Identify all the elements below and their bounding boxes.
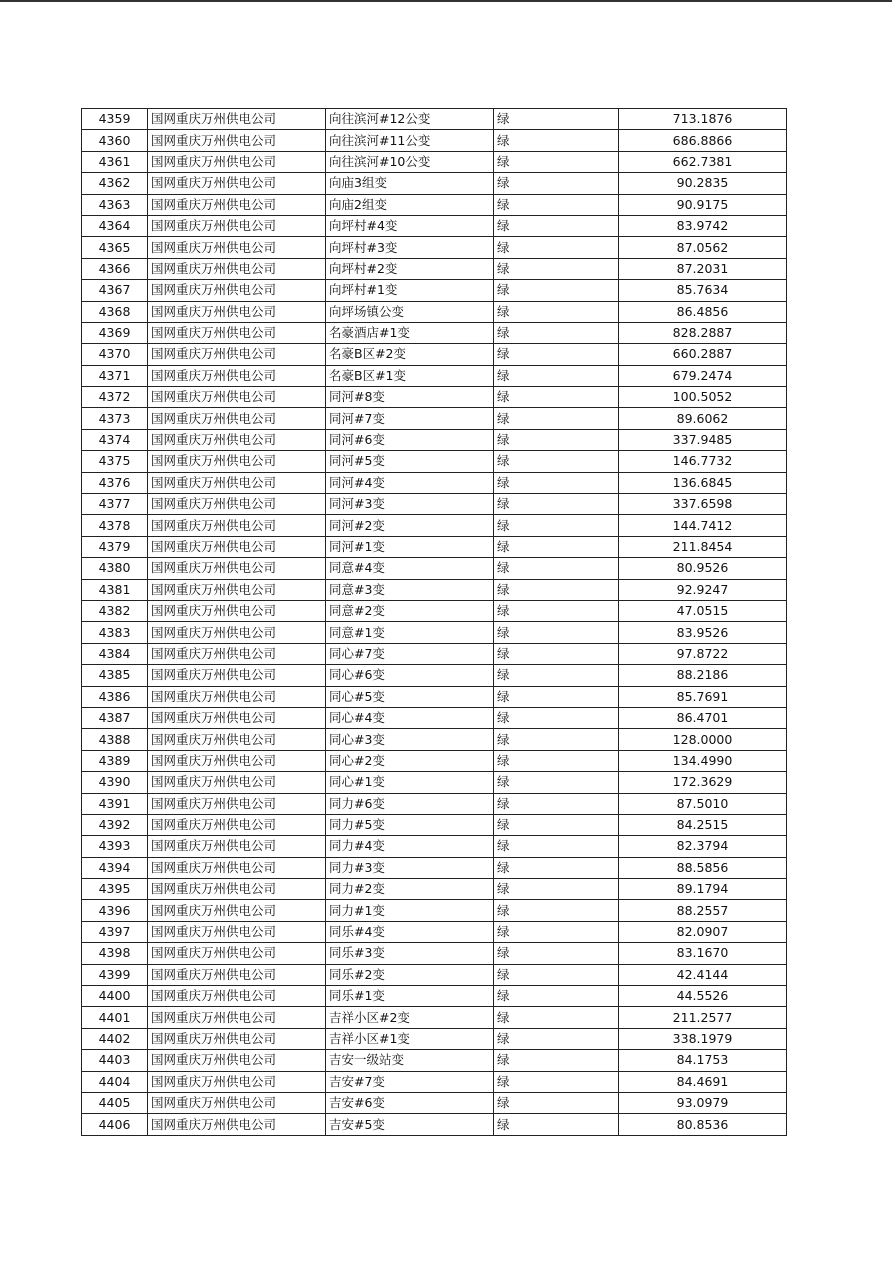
status-color-cell: 绿 (494, 986, 619, 1007)
status-color-cell: 绿 (494, 558, 619, 579)
status-color-cell: 绿 (494, 793, 619, 814)
company-cell: 国网重庆万州供电公司 (148, 387, 326, 408)
table-row (82, 408, 787, 429)
row-id-cell: 4360 (82, 130, 148, 151)
table-row (82, 258, 787, 279)
table-row (82, 429, 787, 450)
value-cell: 662.7381 (619, 151, 787, 172)
station-cell: 同心#7变 (326, 643, 494, 664)
status-color-cell: 绿 (494, 151, 619, 172)
company-cell: 国网重庆万州供电公司 (148, 515, 326, 536)
status-color-cell: 绿 (494, 494, 619, 515)
company-cell: 国网重庆万州供电公司 (148, 215, 326, 236)
station-cell: 同乐#3变 (326, 943, 494, 964)
status-color-cell: 绿 (494, 173, 619, 194)
table-row (82, 622, 787, 643)
table-row (82, 494, 787, 515)
status-color-cell: 绿 (494, 365, 619, 386)
company-cell: 国网重庆万州供电公司 (148, 707, 326, 728)
company-cell: 国网重庆万州供电公司 (148, 622, 326, 643)
row-id-cell: 4390 (82, 772, 148, 793)
status-color-cell: 绿 (494, 772, 619, 793)
table-row (82, 151, 787, 172)
value-cell: 660.2887 (619, 344, 787, 365)
station-cell: 同心#4变 (326, 707, 494, 728)
value-cell: 83.9526 (619, 622, 787, 643)
status-color-cell: 绿 (494, 750, 619, 771)
status-color-cell: 绿 (494, 665, 619, 686)
company-cell: 国网重庆万州供电公司 (148, 451, 326, 472)
status-color-cell: 绿 (494, 472, 619, 493)
company-cell: 国网重庆万州供电公司 (148, 793, 326, 814)
station-cell: 同河#2变 (326, 515, 494, 536)
company-cell: 国网重庆万州供电公司 (148, 429, 326, 450)
value-cell: 87.2031 (619, 258, 787, 279)
station-cell: 向往滨河#12公变 (326, 109, 494, 130)
value-cell: 90.2835 (619, 173, 787, 194)
value-cell: 44.5526 (619, 986, 787, 1007)
row-id-cell: 4382 (82, 600, 148, 621)
table-row (82, 1114, 787, 1135)
row-id-cell: 4401 (82, 1007, 148, 1028)
row-id-cell: 4370 (82, 344, 148, 365)
station-cell: 同意#4变 (326, 558, 494, 579)
company-cell: 国网重庆万州供电公司 (148, 494, 326, 515)
value-cell: 337.6598 (619, 494, 787, 515)
table-row (82, 387, 787, 408)
company-cell: 国网重庆万州供电公司 (148, 1092, 326, 1113)
row-id-cell: 4385 (82, 665, 148, 686)
status-color-cell: 绿 (494, 1114, 619, 1135)
company-cell: 国网重庆万州供电公司 (148, 194, 326, 215)
company-cell: 国网重庆万州供电公司 (148, 536, 326, 557)
station-cell: 同意#2变 (326, 600, 494, 621)
company-cell: 国网重庆万州供电公司 (148, 772, 326, 793)
value-cell: 80.8536 (619, 1114, 787, 1135)
value-cell: 47.0515 (619, 600, 787, 621)
company-cell: 国网重庆万州供电公司 (148, 258, 326, 279)
value-cell: 88.2557 (619, 900, 787, 921)
station-cell: 名豪酒店#1变 (326, 322, 494, 343)
company-cell: 国网重庆万州供电公司 (148, 1028, 326, 1049)
value-cell: 93.0979 (619, 1092, 787, 1113)
row-id-cell: 4373 (82, 408, 148, 429)
status-color-cell: 绿 (494, 515, 619, 536)
table-row (82, 750, 787, 771)
table-row (82, 579, 787, 600)
station-cell: 同心#5变 (326, 686, 494, 707)
table-body (82, 109, 787, 1136)
value-cell: 86.4856 (619, 301, 787, 322)
value-cell: 85.7691 (619, 686, 787, 707)
station-cell: 吉安#6变 (326, 1092, 494, 1113)
value-cell: 128.0000 (619, 729, 787, 750)
station-cell: 同河#5变 (326, 451, 494, 472)
station-cell: 吉祥小区#1变 (326, 1028, 494, 1049)
company-cell: 国网重庆万州供电公司 (148, 130, 326, 151)
row-id-cell: 4359 (82, 109, 148, 130)
station-cell: 同乐#1变 (326, 986, 494, 1007)
table-row (82, 451, 787, 472)
company-cell: 国网重庆万州供电公司 (148, 237, 326, 258)
company-cell: 国网重庆万州供电公司 (148, 921, 326, 942)
company-cell: 国网重庆万州供电公司 (148, 280, 326, 301)
status-color-cell: 绿 (494, 536, 619, 557)
table-row (82, 194, 787, 215)
row-id-cell: 4380 (82, 558, 148, 579)
table-row (82, 1007, 787, 1028)
station-cell: 同意#3变 (326, 579, 494, 600)
value-cell: 136.6845 (619, 472, 787, 493)
value-cell: 89.6062 (619, 408, 787, 429)
value-cell: 42.4144 (619, 964, 787, 985)
station-cell: 同河#4变 (326, 472, 494, 493)
station-cell: 同河#3变 (326, 494, 494, 515)
company-cell: 国网重庆万州供电公司 (148, 408, 326, 429)
value-cell: 86.4701 (619, 707, 787, 728)
station-cell: 同力#3变 (326, 857, 494, 878)
value-cell: 337.9485 (619, 429, 787, 450)
status-color-cell: 绿 (494, 814, 619, 835)
company-cell: 国网重庆万州供电公司 (148, 1050, 326, 1071)
status-color-cell: 绿 (494, 451, 619, 472)
status-color-cell: 绿 (494, 258, 619, 279)
table-row (82, 686, 787, 707)
status-color-cell: 绿 (494, 194, 619, 215)
station-cell: 同心#1变 (326, 772, 494, 793)
table-row (82, 793, 787, 814)
status-color-cell: 绿 (494, 707, 619, 728)
table-row (82, 964, 787, 985)
company-cell: 国网重庆万州供电公司 (148, 1114, 326, 1135)
row-id-cell: 4368 (82, 301, 148, 322)
table-row (82, 301, 787, 322)
company-cell: 国网重庆万州供电公司 (148, 964, 326, 985)
status-color-cell: 绿 (494, 1007, 619, 1028)
station-cell: 名豪B区#2变 (326, 344, 494, 365)
row-id-cell: 4363 (82, 194, 148, 215)
value-cell: 679.2474 (619, 365, 787, 386)
row-id-cell: 4394 (82, 857, 148, 878)
table-row (82, 707, 787, 728)
table-row (82, 344, 787, 365)
station-cell: 同河#8变 (326, 387, 494, 408)
row-id-cell: 4384 (82, 643, 148, 664)
value-cell: 144.7412 (619, 515, 787, 536)
table-row (82, 215, 787, 236)
company-cell: 国网重庆万州供电公司 (148, 750, 326, 771)
company-cell: 国网重庆万州供电公司 (148, 301, 326, 322)
value-cell: 87.5010 (619, 793, 787, 814)
value-cell: 82.3794 (619, 836, 787, 857)
row-id-cell: 4379 (82, 536, 148, 557)
station-cell: 向坪村#3变 (326, 237, 494, 258)
station-cell: 名豪B区#1变 (326, 365, 494, 386)
table-row (82, 857, 787, 878)
row-id-cell: 4404 (82, 1071, 148, 1092)
table-row (82, 814, 787, 835)
station-cell: 同乐#4变 (326, 921, 494, 942)
value-cell: 84.2515 (619, 814, 787, 835)
row-id-cell: 4392 (82, 814, 148, 835)
status-color-cell: 绿 (494, 729, 619, 750)
station-cell: 向坪场镇公变 (326, 301, 494, 322)
table-row (82, 900, 787, 921)
table-row (82, 536, 787, 557)
value-cell: 828.2887 (619, 322, 787, 343)
status-color-cell: 绿 (494, 1050, 619, 1071)
row-id-cell: 4374 (82, 429, 148, 450)
row-id-cell: 4391 (82, 793, 148, 814)
table-row (82, 986, 787, 1007)
company-cell: 国网重庆万州供电公司 (148, 1071, 326, 1092)
station-cell: 吉安#5变 (326, 1114, 494, 1135)
company-cell: 国网重庆万州供电公司 (148, 643, 326, 664)
value-cell: 82.0907 (619, 921, 787, 942)
row-id-cell: 4378 (82, 515, 148, 536)
status-color-cell: 绿 (494, 109, 619, 130)
table-row (82, 515, 787, 536)
value-cell: 686.8866 (619, 130, 787, 151)
row-id-cell: 4398 (82, 943, 148, 964)
station-cell: 同河#7变 (326, 408, 494, 429)
station-cell: 同力#5变 (326, 814, 494, 835)
company-cell: 国网重庆万州供电公司 (148, 151, 326, 172)
value-cell: 172.3629 (619, 772, 787, 793)
row-id-cell: 4372 (82, 387, 148, 408)
status-color-cell: 绿 (494, 836, 619, 857)
table-row (82, 130, 787, 151)
status-color-cell: 绿 (494, 1092, 619, 1113)
value-cell: 100.5052 (619, 387, 787, 408)
row-id-cell: 4369 (82, 322, 148, 343)
company-cell: 国网重庆万州供电公司 (148, 600, 326, 621)
table-row (82, 173, 787, 194)
station-cell: 向往滨河#10公变 (326, 151, 494, 172)
status-color-cell: 绿 (494, 622, 619, 643)
station-cell: 向坪村#1变 (326, 280, 494, 301)
company-cell: 国网重庆万州供电公司 (148, 729, 326, 750)
status-color-cell: 绿 (494, 280, 619, 301)
company-cell: 国网重庆万州供电公司 (148, 836, 326, 857)
company-cell: 国网重庆万州供电公司 (148, 472, 326, 493)
value-cell: 83.1670 (619, 943, 787, 964)
status-color-cell: 绿 (494, 600, 619, 621)
status-color-cell: 绿 (494, 964, 619, 985)
table-row (82, 1028, 787, 1049)
row-id-cell: 4381 (82, 579, 148, 600)
row-id-cell: 4395 (82, 879, 148, 900)
company-cell: 国网重庆万州供电公司 (148, 344, 326, 365)
row-id-cell: 4361 (82, 151, 148, 172)
table-row (82, 280, 787, 301)
station-cell: 吉安#7变 (326, 1071, 494, 1092)
station-cell: 同河#1变 (326, 536, 494, 557)
table-row (82, 472, 787, 493)
value-cell: 80.9526 (619, 558, 787, 579)
company-cell: 国网重庆万州供电公司 (148, 686, 326, 707)
table-row (82, 365, 787, 386)
status-color-cell: 绿 (494, 643, 619, 664)
status-color-cell: 绿 (494, 943, 619, 964)
station-cell: 同力#2变 (326, 879, 494, 900)
status-color-cell: 绿 (494, 1028, 619, 1049)
station-cell: 同乐#2变 (326, 964, 494, 985)
status-color-cell: 绿 (494, 322, 619, 343)
company-cell: 国网重庆万州供电公司 (148, 665, 326, 686)
row-id-cell: 4399 (82, 964, 148, 985)
company-cell: 国网重庆万州供电公司 (148, 365, 326, 386)
company-cell: 国网重庆万州供电公司 (148, 109, 326, 130)
station-cell: 向往滨河#11公变 (326, 130, 494, 151)
row-id-cell: 4366 (82, 258, 148, 279)
table-row (82, 729, 787, 750)
status-color-cell: 绿 (494, 387, 619, 408)
row-id-cell: 4393 (82, 836, 148, 857)
row-id-cell: 4405 (82, 1092, 148, 1113)
company-cell: 国网重庆万州供电公司 (148, 900, 326, 921)
value-cell: 97.8722 (619, 643, 787, 664)
row-id-cell: 4406 (82, 1114, 148, 1135)
table-row (82, 943, 787, 964)
status-color-cell: 绿 (494, 130, 619, 151)
row-id-cell: 4400 (82, 986, 148, 1007)
row-id-cell: 4403 (82, 1050, 148, 1071)
station-cell: 同心#6变 (326, 665, 494, 686)
row-id-cell: 4365 (82, 237, 148, 258)
table-row (82, 836, 787, 857)
status-color-cell: 绿 (494, 1071, 619, 1092)
row-id-cell: 4386 (82, 686, 148, 707)
station-cell: 同力#1变 (326, 900, 494, 921)
value-cell: 84.4691 (619, 1071, 787, 1092)
station-cell: 同意#1变 (326, 622, 494, 643)
value-cell: 83.9742 (619, 215, 787, 236)
table-row (82, 1092, 787, 1113)
data-table (81, 108, 787, 1136)
table-row (82, 1050, 787, 1071)
page-top-rule (0, 0, 892, 2)
status-color-cell: 绿 (494, 900, 619, 921)
value-cell: 88.2186 (619, 665, 787, 686)
table-row (82, 921, 787, 942)
table-row (82, 600, 787, 621)
value-cell: 89.1794 (619, 879, 787, 900)
table-row (82, 643, 787, 664)
value-cell: 211.8454 (619, 536, 787, 557)
status-color-cell: 绿 (494, 857, 619, 878)
company-cell: 国网重庆万州供电公司 (148, 986, 326, 1007)
value-cell: 338.1979 (619, 1028, 787, 1049)
value-cell: 146.7732 (619, 451, 787, 472)
value-cell: 90.9175 (619, 194, 787, 215)
value-cell: 84.1753 (619, 1050, 787, 1071)
status-color-cell: 绿 (494, 344, 619, 365)
status-color-cell: 绿 (494, 921, 619, 942)
station-cell: 同心#2变 (326, 750, 494, 771)
company-cell: 国网重庆万州供电公司 (148, 322, 326, 343)
station-cell: 向庙3组变 (326, 173, 494, 194)
row-id-cell: 4387 (82, 707, 148, 728)
status-color-cell: 绿 (494, 301, 619, 322)
value-cell: 88.5856 (619, 857, 787, 878)
table-row (82, 109, 787, 130)
station-cell: 同力#4变 (326, 836, 494, 857)
station-cell: 同心#3变 (326, 729, 494, 750)
row-id-cell: 4396 (82, 900, 148, 921)
row-id-cell: 4371 (82, 365, 148, 386)
station-cell: 向庙2组变 (326, 194, 494, 215)
row-id-cell: 4376 (82, 472, 148, 493)
company-cell: 国网重庆万州供电公司 (148, 579, 326, 600)
row-id-cell: 4397 (82, 921, 148, 942)
value-cell: 92.9247 (619, 579, 787, 600)
status-color-cell: 绿 (494, 215, 619, 236)
table-row (82, 665, 787, 686)
row-id-cell: 4367 (82, 280, 148, 301)
company-cell: 国网重庆万州供电公司 (148, 879, 326, 900)
company-cell: 国网重庆万州供电公司 (148, 173, 326, 194)
company-cell: 国网重庆万州供电公司 (148, 814, 326, 835)
table-row (82, 558, 787, 579)
station-cell: 向坪村#4变 (326, 215, 494, 236)
row-id-cell: 4402 (82, 1028, 148, 1049)
station-cell: 吉祥小区#2变 (326, 1007, 494, 1028)
row-id-cell: 4362 (82, 173, 148, 194)
row-id-cell: 4383 (82, 622, 148, 643)
status-color-cell: 绿 (494, 879, 619, 900)
row-id-cell: 4375 (82, 451, 148, 472)
value-cell: 85.7634 (619, 280, 787, 301)
value-cell: 713.1876 (619, 109, 787, 130)
value-cell: 134.4990 (619, 750, 787, 771)
row-id-cell: 4377 (82, 494, 148, 515)
table-row (82, 772, 787, 793)
company-cell: 国网重庆万州供电公司 (148, 1007, 326, 1028)
status-color-cell: 绿 (494, 408, 619, 429)
table-row (82, 322, 787, 343)
table-row (82, 237, 787, 258)
row-id-cell: 4389 (82, 750, 148, 771)
row-id-cell: 4388 (82, 729, 148, 750)
station-cell: 向坪村#2变 (326, 258, 494, 279)
station-cell: 同力#6变 (326, 793, 494, 814)
company-cell: 国网重庆万州供电公司 (148, 943, 326, 964)
status-color-cell: 绿 (494, 429, 619, 450)
status-color-cell: 绿 (494, 686, 619, 707)
company-cell: 国网重庆万州供电公司 (148, 857, 326, 878)
table-row (82, 1071, 787, 1092)
status-color-cell: 绿 (494, 579, 619, 600)
station-cell: 吉安一级站变 (326, 1050, 494, 1071)
value-cell: 87.0562 (619, 237, 787, 258)
station-cell: 同河#6变 (326, 429, 494, 450)
company-cell: 国网重庆万州供电公司 (148, 558, 326, 579)
table-row (82, 879, 787, 900)
row-id-cell: 4364 (82, 215, 148, 236)
status-color-cell: 绿 (494, 237, 619, 258)
value-cell: 211.2577 (619, 1007, 787, 1028)
